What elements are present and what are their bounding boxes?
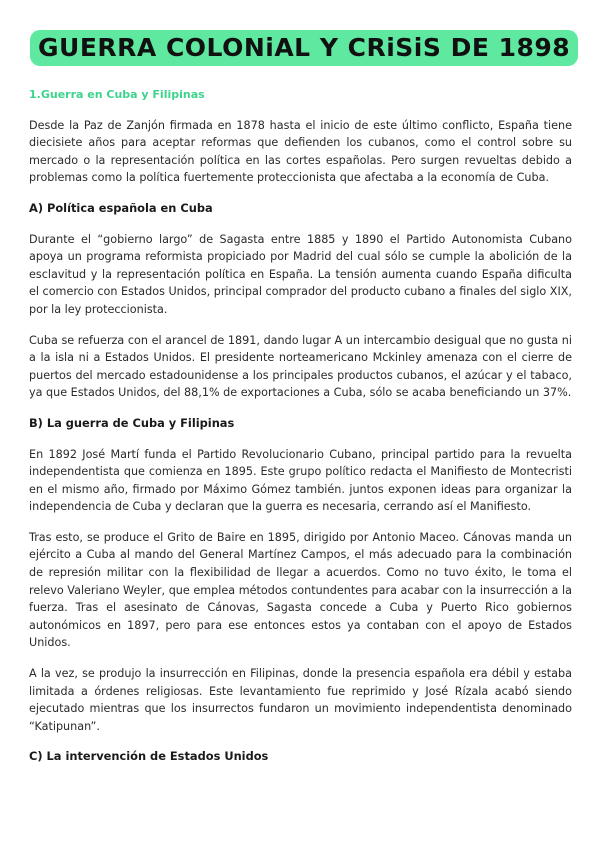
subheading-a: A) Política española en Cuba [29,200,213,215]
paragraph-a2: Cuba se refuerza con el arancel de 1891, dando lugar A un intercambio desigual que no gusta ni a la isla ni a Estados Unidos. El presidente norteamericano Mckinley amenaza con el cierre de puertos del mercado estadounidense a los principales productos cubanos, el azúcar y el tabaco, ya que Estados Unidos, del 88,1% de exportaciones a Cuba, sólo se acaba beneficiando un 37%. [29,333,572,400]
intro-paragraph: Desde la Paz de Zanjón firmada en 1878 hasta el inicio de este último conflicto, España tiene diecisiete años para aceptar reformas que defienden los cubanos, como el control sobre su mercado o la representación política en las cortes españolas. Pero surgen revueltas debido a problemas como la política fuertemente proteccionista que afectaba a la economía de Cuba. [29,118,572,185]
subheading-c: C) La intervención de Estados Unidos [29,749,269,764]
paragraph-b1: En 1892 José Martí funda el Partido Revolucionario Cubano, principal partido para la revuelta independentista que comienza en 1895. Este grupo político redacta el Manifiesto de Montecristi en el mismo año, firmado por Máximo Gómez también. juntos exponen ideas para organizar la independencia de Cuba y declaran que la guerra es necesaria, cerrando así el Manifiesto. [29,447,572,514]
paragraph-b3: A la vez, se produjo la insurrección en Filipinas, donde la presencia española era débil y estaba limitada a órdenes religiosas. Este levantamiento fue reprimido y José Rízala acabó siendo ejecutado mientras que los insurrectos fundaron un movimiento independentista denominado “Katipunan”. [29,667,572,733]
paragraph-b2: Tras esto, se produce el Grito de Baire en 1895, dirigido por Antonio Maceo. Cánovas manda un ejército a Cuba al mando del General Martínez Campos, el más adecuado para la combinación de represión militar con la flexibilidad de llegar a acuerdos. Como no tuvo éxito, le toma el relevo Valeriano Weyler, que emplea métodos contundentes para acabar con la insurrección a la fuerza. Tras el asesinato de Cánovas, Sagasta concede a Cuba y Puerto Rico gobiernos autonómicos en 1897, pero para ese entonces estos ya contaban con el apoyo de Estados Unidos. [29,530,572,650]
title-banner [30,30,570,70]
section-heading-1: 1.Guerra en Cuba y Filipinas [29,88,205,101]
paragraph-a1: Durante el “gobierno largo” de Sagasta entre 1885 y 1890 el Partido Autonomista Cubano apoya un programa reformista propiciado por Madrid del cual sólo se cumple la abolición de la esclavitud y la representación política en España. La tensión aumenta cuando España dificulta el comercio con Estados Unidos, principal comprador del producto cubano a finales del siglo XIX, por la ley proteccionista. [29,232,572,316]
document-body [29,86,572,779]
page-title: GUERRA COLONiAL Y CRiSiS DE 1898 [30,30,578,66]
subheading-b: B) La guerra de Cuba y Filipinas [29,415,235,430]
